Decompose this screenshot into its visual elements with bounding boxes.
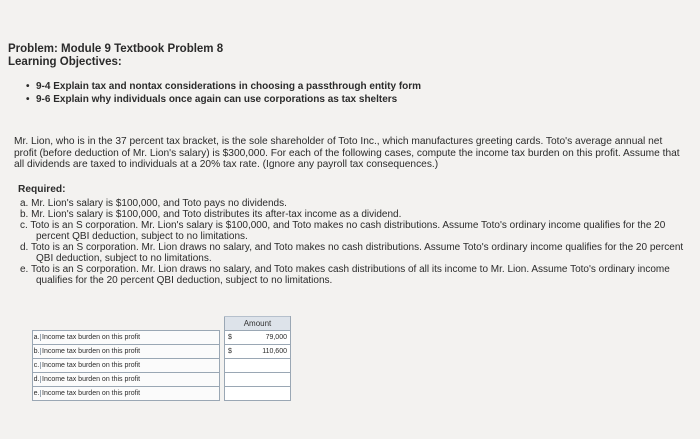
- row-label: e. Income tax burden on this profit: [33, 386, 220, 400]
- required-list: [20, 198, 695, 286]
- row-label: d. Income tax burden on this profit: [33, 372, 220, 386]
- amount-input-d[interactable]: [235, 372, 291, 386]
- objective-item: • 9-4 Explain tax and nontax considerations in choosing a passthrough entity form: [26, 81, 422, 92]
- currency-symbol: [225, 386, 236, 400]
- required-item-c: c. Toto is an S corporation. Mr. Lion's salary is $100,000, and Toto makes no cash distributions. Assume Toto's ordinary income qualifies for the 20 percent QBI deduction, subject to no limitations.: [20, 220, 666, 242]
- row-label: c. Income tax burden on this profit: [33, 358, 220, 372]
- row-label: b. Income tax burden on this profit: [33, 344, 220, 358]
- required-item-b: b. Mr. Lion's salary is $100,000, and Toto distributes its after-tax income as a dividend.: [20, 209, 402, 220]
- required-item-d: d. Toto is an S corporation. Mr. Lion draws no salary, and Toto makes no cash distributions. Assume Toto's ordinary income qualifies for the 20 percent QBI deduction, subject to no limitations.: [20, 242, 684, 264]
- currency-symbol: [225, 372, 236, 386]
- table-row: [33, 344, 291, 358]
- amount-input-b[interactable]: 110,600: [235, 344, 291, 358]
- table-row: [33, 386, 291, 400]
- currency-symbol: $: [225, 330, 236, 344]
- table-header-row: [33, 317, 291, 331]
- bullet-icon: •: [26, 81, 30, 92]
- objective-item: • 9-6 Explain why individuals once again can use corporations as tax shelters: [26, 94, 398, 105]
- table-row: [33, 330, 291, 344]
- answer-table: [32, 316, 291, 401]
- page-title: Problem: Module 9 Textbook Problem 8: [8, 43, 224, 55]
- table-row: [33, 372, 291, 386]
- required-item-e: e. Toto is an S corporation. Mr. Lion draws no salary, and Toto makes cash distributions of all its income to Mr. Lion. Assume Toto's ordinary income qualifies for the 20 percent QBI deduction, subject to no limitations.: [20, 264, 670, 286]
- learning-objectives-heading: Learning Objectives:: [8, 56, 122, 68]
- currency-symbol: [225, 358, 236, 372]
- problem-description: Mr. Lion, who is in the 37 percent tax bracket, is the sole shareholder of Toto Inc., which manufactures greeting cards. Toto's average annual net profit (before deduction of Mr. Lion's salary) is $300,000. For each of the following cases, compute the income tax burden on this profit. Assume that all dividends are taxed to individuals at a 20% tax rate. (Ignore any payroll tax consequences.): [14, 136, 680, 170]
- required-item-a: a. Mr. Lion's salary is $100,000, and Toto pays no dividends.: [20, 198, 287, 209]
- row-label: a. Income tax burden on this profit: [33, 330, 220, 344]
- answer-table-container: [32, 316, 291, 401]
- learning-objectives-list: [26, 80, 421, 106]
- bullet-icon: •: [26, 94, 30, 105]
- amount-input-a[interactable]: 79,000: [235, 330, 291, 344]
- amount-input-e[interactable]: [235, 386, 291, 400]
- amount-input-c[interactable]: [235, 358, 291, 372]
- table-row: [33, 358, 291, 372]
- amount-column-header: Amount: [225, 317, 291, 331]
- currency-symbol: $: [225, 344, 236, 358]
- required-heading: Required:: [18, 184, 66, 195]
